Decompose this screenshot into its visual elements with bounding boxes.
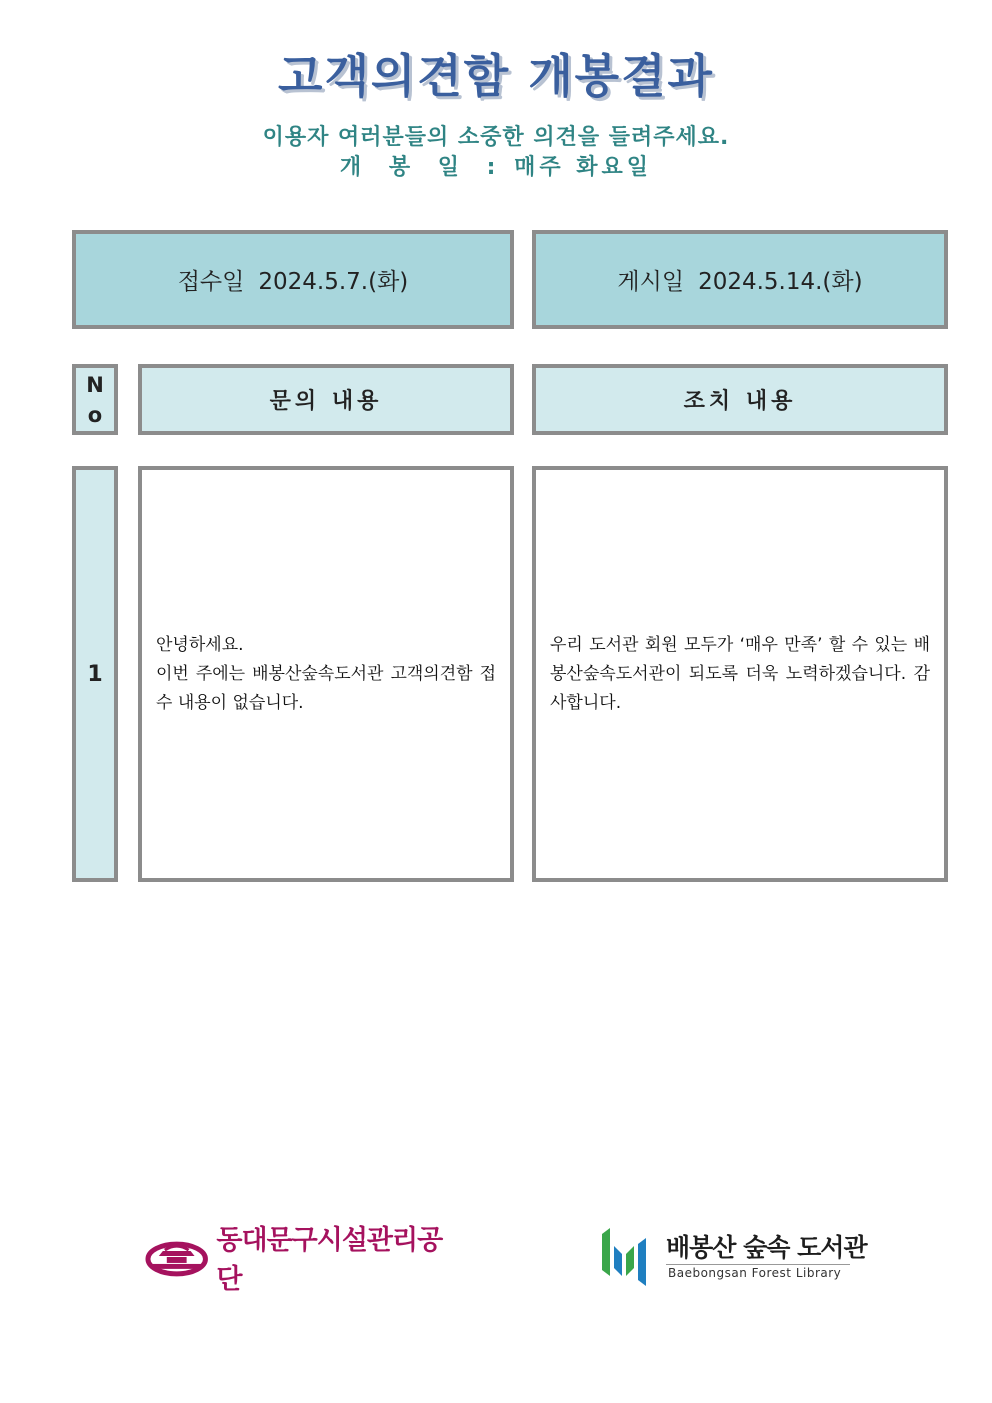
- posted-date-box: [532, 230, 948, 329]
- no-header-n: N: [86, 372, 104, 397]
- baebongsan-library-logo: [600, 1224, 867, 1288]
- page-title: 고객의견함 개봉결과: [278, 49, 714, 103]
- open-day-line: [0, 150, 992, 181]
- no-header: [72, 364, 118, 435]
- inquiry-line: 안녕하세요.: [156, 634, 244, 655]
- open-day-label: 개 봉 일 :: [339, 155, 506, 180]
- dongdaemun-logo-text: 동대문구시설관리공단: [216, 1225, 443, 1295]
- posted-date-label: 게시일: [617, 269, 685, 295]
- received-date-box: [72, 230, 514, 329]
- posted-date-value: 2024.5.14.(화): [698, 269, 863, 295]
- received-date-value: 2024.5.7.(화): [258, 269, 409, 295]
- action-cell: [532, 466, 948, 882]
- action-header: 조치 내용: [532, 364, 948, 435]
- open-day-value: 매주 화요일: [514, 155, 653, 180]
- library-logo-korean: 배봉산 숲속 도서관: [666, 1233, 867, 1262]
- action-line: 우리 도서관 회원 모두가 ‘매우 만족’ 할 수 있는 배봉산숲속도서관이 되도록 더욱 노력하겠습니다. 감사합니다.: [550, 634, 930, 713]
- inquiry-text: [142, 631, 510, 718]
- inquiry-line: 이번 주에는 배봉산숲속도서관 고객의견함 접수 내용이 없습니다.: [156, 663, 496, 713]
- row-number: 1: [72, 466, 118, 882]
- library-logo-divider: [666, 1264, 850, 1265]
- no-header-o: o: [87, 402, 103, 427]
- inquiry-cell: [138, 466, 514, 882]
- library-logo-english: Baebongsan Forest Library: [668, 1266, 842, 1280]
- dongdaemun-facility-logo: [145, 1225, 465, 1295]
- page-subtitle: 이용자 여러분들의 소중한 의견을 들려주세요.: [262, 125, 730, 150]
- received-date-label: 접수일: [177, 269, 245, 295]
- library-emblem-icon: [600, 1224, 654, 1288]
- action-text: [536, 631, 944, 718]
- dongdaemun-emblem-icon: [145, 1234, 208, 1280]
- inquiry-header: 문의 내용: [138, 364, 514, 435]
